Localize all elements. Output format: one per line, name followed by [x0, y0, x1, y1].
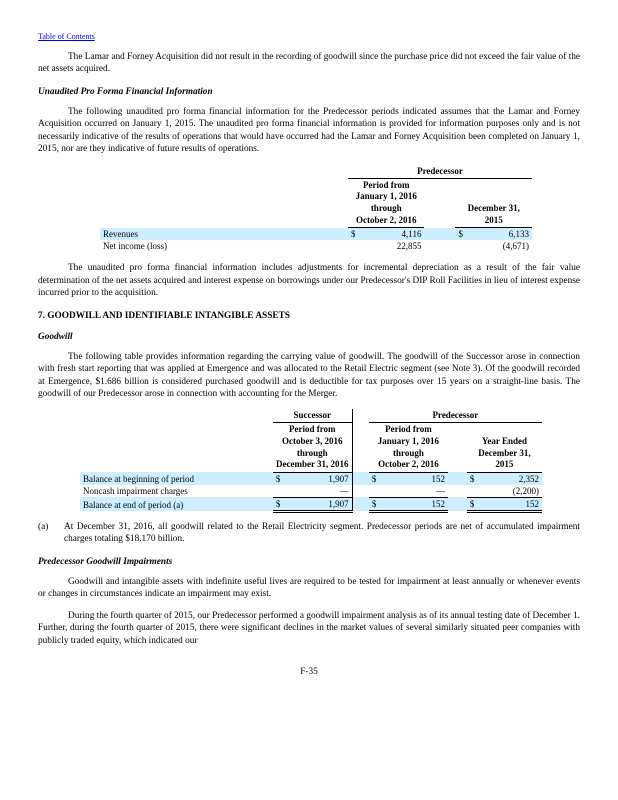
currency-cell: [455, 240, 469, 252]
heading-unaudited-pro-forma: Unaudited Pro Forma Financial Information: [38, 86, 213, 97]
value-cell: 1,907: [288, 497, 353, 511]
value-cell: 4,116: [362, 228, 424, 241]
value-cell: (4,671): [502, 241, 529, 252]
paragraph-q4-2015-analysis: During the fourth quarter of 2015, our Predecessor performed a goodwill impairment analysis as of its annual testing date of December 1. Further, during the fourth quarter of 2015, there were significant declines in the market values of several similarly situated peer companies with publicly traded equity, which indicated our: [38, 610, 580, 646]
vertical-divider-cell: [352, 472, 369, 485]
paragraph-pro-forma-adjustments: The unaudited pro forma financial information includes adjustments for incremental depreciation as a result of the fair value determination of the net assets acquired and interest expense on borrowings under our Predecessor's DIP Roll Facilities in lieu of interest expense incurred prior to the acquisition.: [38, 263, 580, 299]
column-header-period-2016: Period from January 1, 2016 through October 2, 2016: [348, 178, 424, 228]
predecessor-group-header: Predecessor: [369, 409, 542, 422]
table-group-header-row: [100, 165, 532, 178]
row-label-cell: Revenues: [100, 228, 348, 241]
predecessor-group-header: Predecessor: [348, 165, 532, 178]
table-column-header-row: [80, 423, 542, 473]
value-cell: 152: [383, 472, 448, 485]
column-header-successor-period: Period from October 3, 2016 through December 31, 2016: [273, 423, 352, 473]
gap-cell: [448, 497, 467, 511]
gap-cell: [424, 240, 455, 252]
currency-cell: [369, 485, 384, 498]
table-column-header-row: [100, 178, 532, 228]
heading-predecessor-impairments: Predecessor Goodwill Impairments: [38, 556, 173, 567]
table-row-noncash-impairment: [80, 485, 542, 498]
gap-cell: [424, 178, 455, 228]
vertical-divider-cell: [352, 485, 369, 498]
value-cell: 22,855: [396, 241, 422, 252]
currency-cell: $: [348, 228, 362, 241]
table-row-balance-beginning: [80, 472, 542, 485]
gap-cell: [448, 423, 467, 473]
table-row-balance-end: [80, 497, 542, 511]
empty-cell: [100, 165, 348, 178]
currency-cell: [348, 240, 362, 252]
table-group-header-row: [80, 409, 542, 422]
paragraph-pro-forma-intro: The following unaudited pro forma financial information for the Predecessor periods indicated assumes that the Lamar and Forney Acquisition occurred on January 1, 2015. The unaudited pro forma financial information is provided for information purposes only and is not necessarily indicative of the results of operations that would have occurred had the Lamar and Forney Acquisition been completed on January 1, 2015, nor are they indicative of future results of operations.: [38, 106, 580, 155]
column-header-year-ended-2015: Year Ended December 31, 2015: [467, 423, 542, 473]
gap-cell: [424, 228, 455, 241]
currency-cell: $: [369, 497, 384, 511]
currency-cell: $: [369, 472, 384, 485]
footnote-a: [38, 521, 580, 546]
pro-forma-table: [100, 165, 532, 253]
page-number: F-35: [300, 667, 318, 678]
heading-goodwill-section: 7. GOODWILL AND IDENTIFIABLE INTANGIBLE ASSETS: [38, 310, 290, 321]
currency-cell: $: [467, 472, 482, 485]
footnote-marker: (a): [38, 521, 49, 532]
value-cell: 152: [383, 497, 448, 511]
value-cell: —: [436, 485, 446, 496]
vertical-divider-cell: [352, 409, 369, 422]
row-label-cell: Net income (loss): [103, 241, 167, 252]
currency-cell: $: [273, 472, 288, 485]
value-cell: (2,200): [512, 485, 539, 496]
column-header-predecessor-period: Period from January 1, 2016 through October 2, 2016: [369, 423, 448, 473]
paragraph-goodwill-carrying-value: The following table provides information regarding the carrying value of goodwill. The goodwill of the Successor arose in connection with fresh start reporting that was applied at Emergence and was allocated to the Retail Electric segment (see Note 3). Of the goodwill recorded at Emergence, $1.686 billion is considered purchased goodwill and is deductible for tax purposes over 15 years on a straight-line basis. The goodwill of our Predecessor arose in connection with accounting for the Merger.: [38, 351, 580, 399]
currency-cell: $: [467, 497, 482, 511]
row-label-cell: Balance at end of period (a): [80, 497, 273, 511]
gap-cell: [448, 472, 467, 485]
heading-goodwill: Goodwill: [38, 331, 73, 342]
table-row-revenues: [100, 228, 532, 241]
paragraph-acquisition-goodwill: The Lamar and Forney Acquisition did not result in the recording of goodwill since the purchase price did not exceed the fair value of the net assets acquired.: [38, 52, 580, 75]
row-label-cell: Noncash impairment charges: [83, 486, 188, 497]
gap-cell: [448, 485, 467, 498]
row-label-cell: Balance at beginning of period: [80, 472, 273, 485]
empty-cell: [100, 178, 348, 228]
value-cell: 2,352: [481, 472, 542, 485]
value-cell: 6,133: [470, 228, 532, 241]
currency-cell: [273, 485, 288, 498]
goodwill-table: [80, 409, 542, 513]
table-row-net-income: [100, 240, 532, 252]
empty-cell: [80, 409, 273, 422]
value-cell: —: [339, 485, 349, 496]
value-cell: 1,907: [288, 472, 353, 485]
footnote-text: At December 31, 2016, all goodwill related to the Retail Electricity segment. Predecessor periods are net of accumulated impairment charges totaling $18.170 billion.: [64, 521, 580, 545]
currency-cell: $: [273, 497, 288, 511]
currency-cell: [467, 485, 482, 498]
table-of-contents-link[interactable]: Table of Contents: [38, 32, 95, 41]
value-cell: 152: [481, 497, 542, 511]
empty-cell: [80, 423, 273, 473]
column-header-dec-2015: December 31, 2015: [455, 178, 532, 228]
vertical-divider-cell: [352, 497, 369, 511]
vertical-divider-cell: [352, 423, 369, 473]
paragraph-impairment-testing: Goodwill and intangible assets with indefinite useful lives are required to be tested for impairment at least annually or whenever events or changes in circumstances indicate an impairment may exist.: [38, 576, 580, 600]
successor-group-header: Successor: [273, 409, 352, 422]
currency-cell: $: [455, 228, 469, 241]
